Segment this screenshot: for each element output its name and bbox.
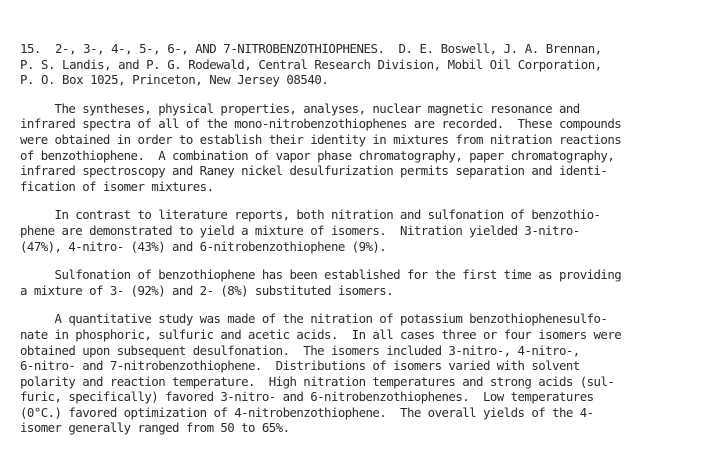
text-line: In contrast to literature reports, both nitration and sulfonation of benzothio- (20, 207, 601, 223)
heading-line: 15. 2-, 3-, 4-, 5-, 6-, AND 7-NITROBENZOTHIOPHENES. D. E. Boswell, J. A. Brennan, (20, 41, 602, 56)
document-page (20, 41, 696, 436)
paragraph-3 (20, 267, 696, 298)
heading-line: P. O. Box 1025, Princeton, New Jersey 08540. (20, 72, 329, 88)
text-line: obtained upon subsequent desulfonation. The isomers included 3-nitro-, 4-nitro-, (20, 342, 580, 358)
text-line: Sulfonation of benzothiophene has been established for the first time as providing (20, 267, 622, 283)
text-line: of benzothiophene. A combination of vapor phase chromatography, paper chromatography, (20, 147, 615, 163)
text-line: were obtained in order to establish their identity in mixtures from nitration reactions (20, 131, 622, 147)
text-line: 6-nitro- and 7-nitrobenzothiophene. Distributions of isomers varied with solvent (20, 358, 580, 374)
text-line: nate in phosphoric, sulfuric and acetic acids. In all cases three or four isomers were (20, 326, 622, 342)
text-line: (0°C.) favored optimization of 4-nitrobenzothiophene. The overall yields of the 4- (20, 404, 594, 420)
text-line: polarity and reaction temperature. High nitration temperatures and strong acids (sul- (20, 373, 615, 389)
text-line: infrared spectroscopy and Raney nickel desulfurization permits separation and identi- (20, 163, 608, 179)
text-line: isomer generally ranged from 50 to 65%. (20, 420, 290, 436)
text-line: infrared spectra of all of the mono-nitrobenzothiophenes are recorded. These compounds (20, 116, 622, 132)
text-line: (47%), 4-nitro- (43%) and 6-nitrobenzothiophene (9%). (20, 238, 387, 254)
abstract-heading (20, 41, 696, 88)
paragraph-1 (20, 101, 696, 195)
text-line: fication of isomer mixtures. (20, 178, 214, 194)
text-line: furic, specifically) favored 3-nitro- and 6-nitrobenzothiophenes. Low temperatures (20, 389, 594, 405)
paragraph-2 (20, 207, 696, 254)
text-line: phene are demonstrated to yield a mixture of isomers. Nitration yielded 3-nitro- (20, 222, 580, 238)
paragraph-4 (20, 311, 696, 436)
text-line: A quantitative study was made of the nitration of potassium benzothiophenesulfo- (20, 311, 608, 327)
text-line: The syntheses, physical properties, analyses, nuclear magnetic resonance and (20, 100, 580, 116)
text-line: a mixture of 3- (92%) and 2- (8%) substituted isomers. (20, 282, 394, 298)
heading-line: P. S. Landis, and P. G. Rodewald, Central Research Division, Mobil Oil Corporation, (20, 56, 602, 72)
